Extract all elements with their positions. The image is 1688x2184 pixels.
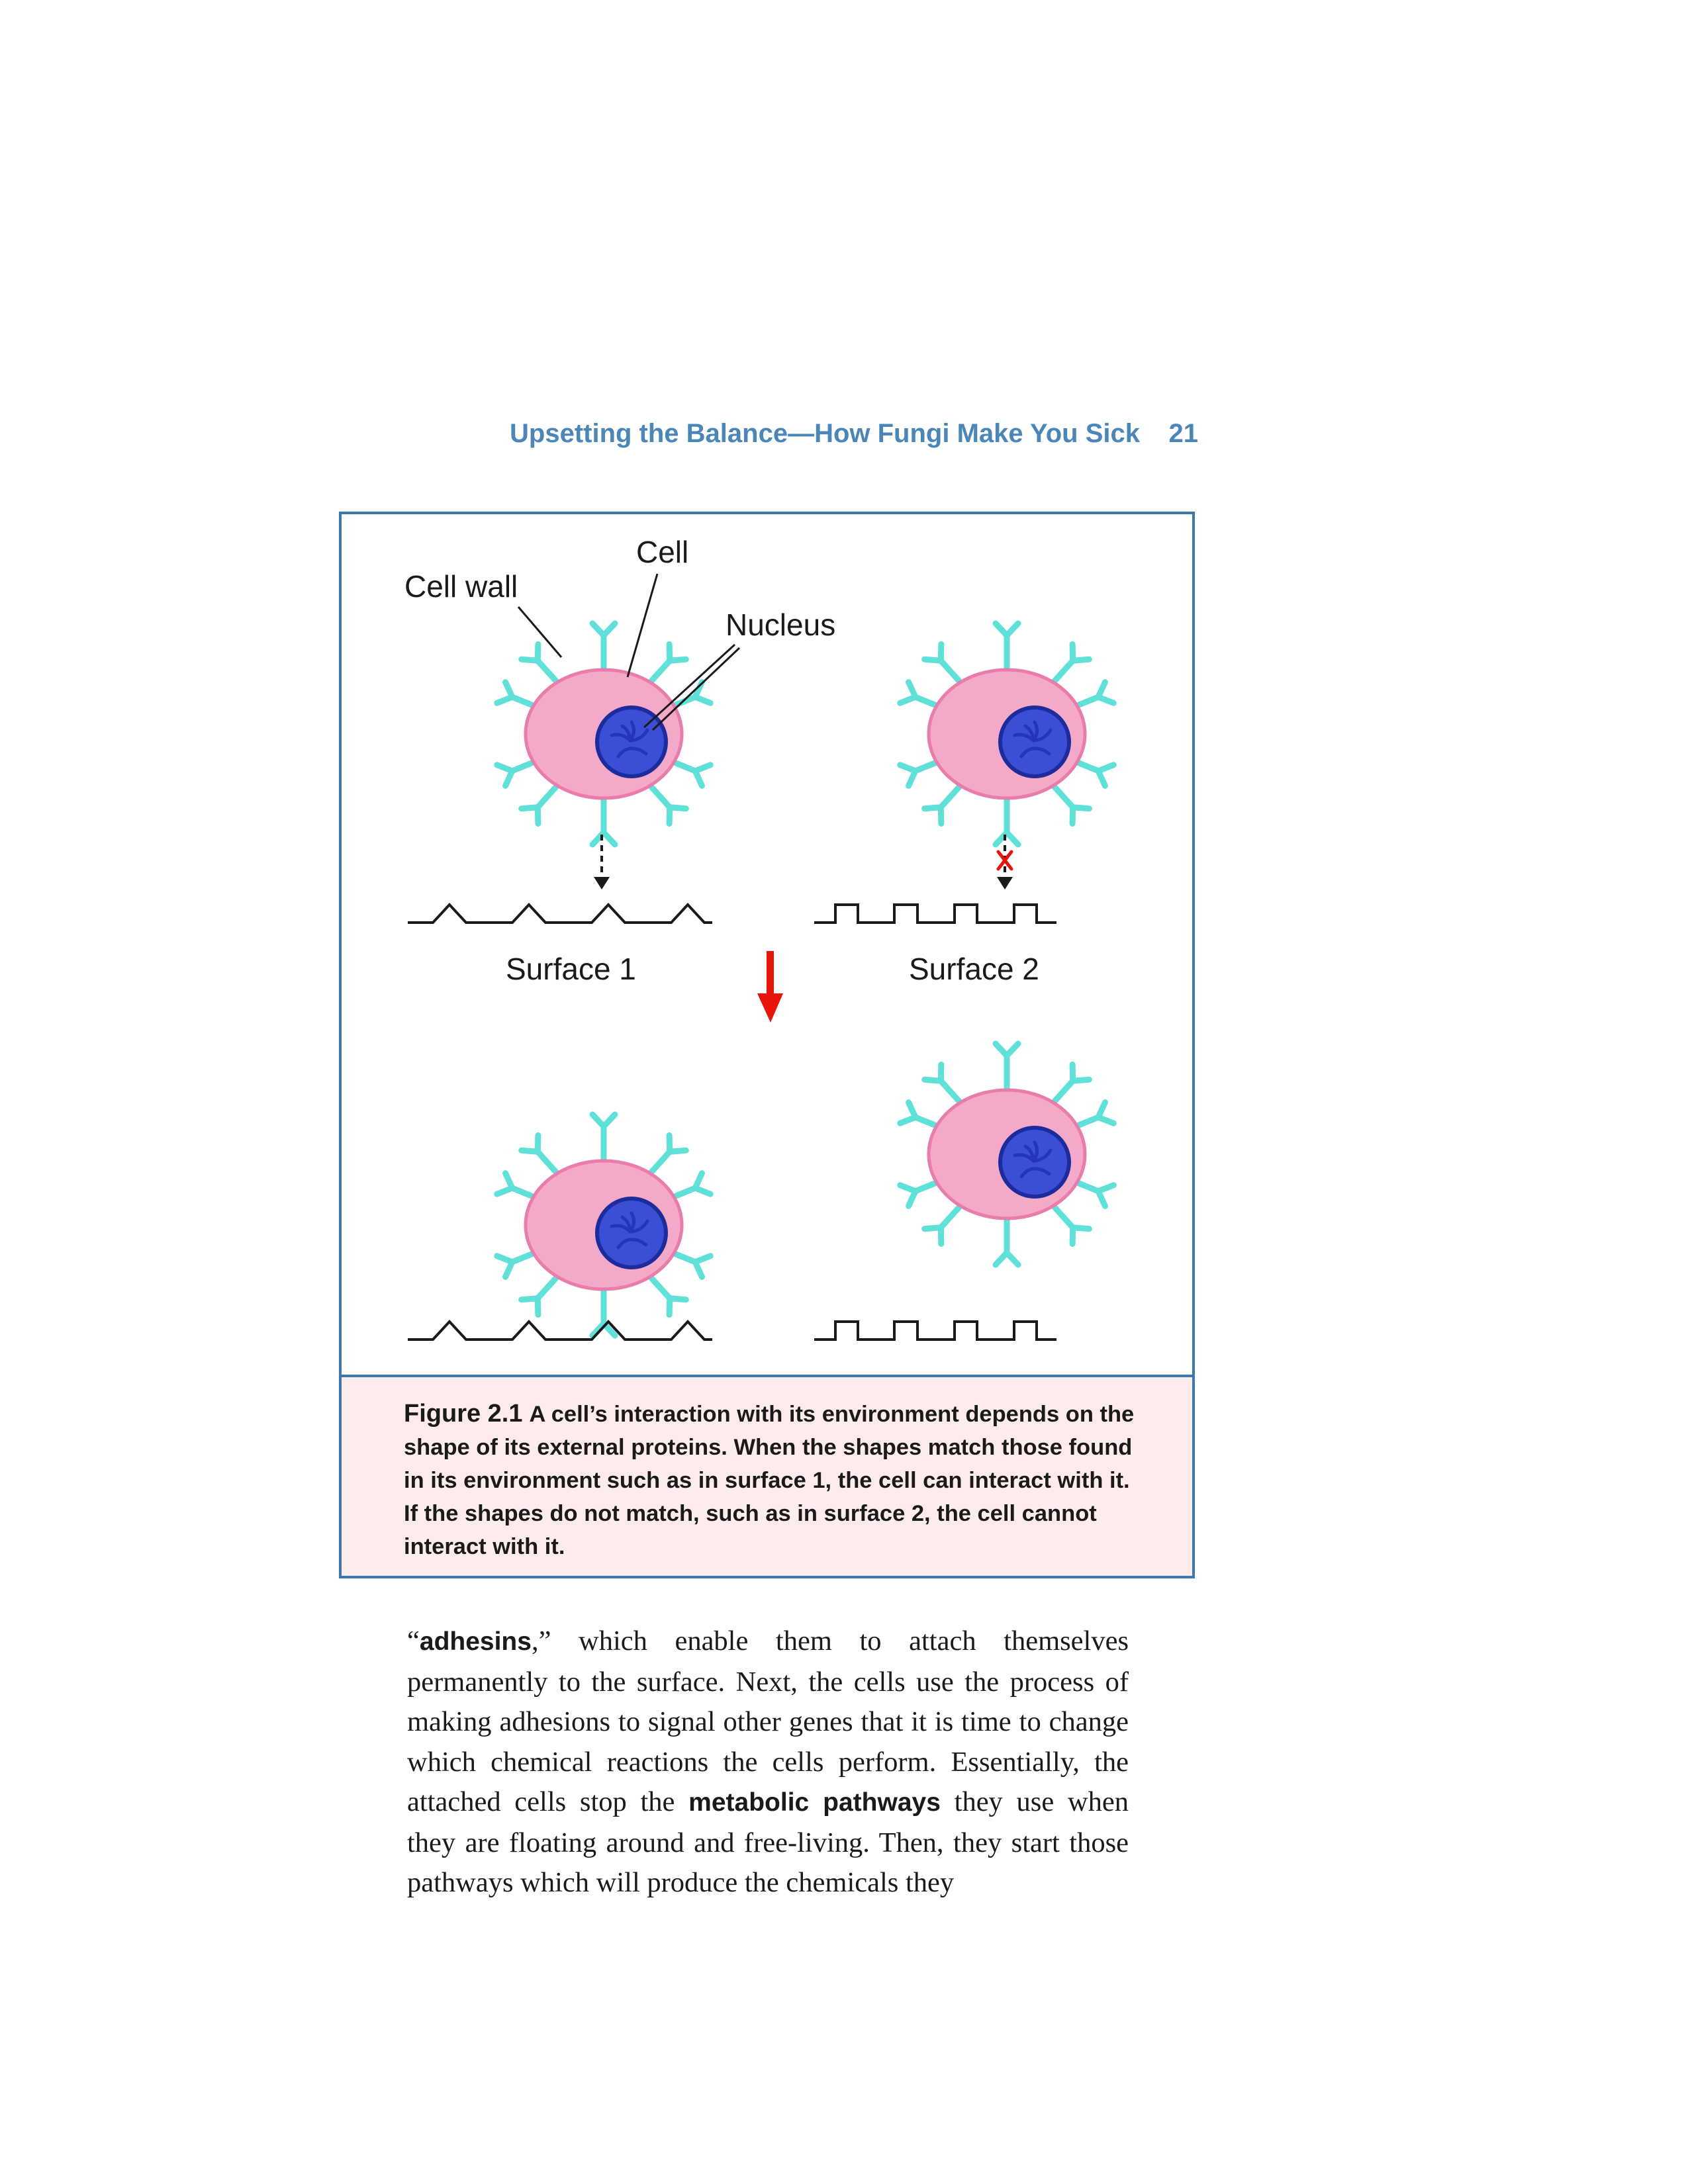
figure-illustration — [342, 514, 1192, 1375]
cell-top-right — [900, 623, 1113, 844]
caption-text: A cell’s interaction with its environment depends on the shape of its external proteins. When the shapes match those found in its environment such as in surface 1, the cell can interact with it. If the shapes do not match, such as in surface 2, the cell cannot interact with it. — [404, 1402, 1135, 1559]
term-metabolic-pathways: metabolic pathways — [688, 1788, 941, 1817]
figure-label: Figure 2.1 — [404, 1400, 523, 1428]
page-number: 21 — [1168, 419, 1198, 448]
label-surface-2: Surface 2 — [909, 952, 1039, 986]
cell-bottom-left-attached — [497, 1115, 710, 1336]
term-adhesins: adhesins — [419, 1627, 532, 1656]
cell-top-left — [497, 623, 710, 844]
label-surface-1: Surface 1 — [506, 952, 636, 986]
figure-2-1 — [339, 512, 1195, 1578]
cell-bottom-right-detached — [900, 1044, 1113, 1265]
process-arrow-icon — [757, 951, 783, 1023]
body-paragraph: “adhesins,” which enable them to attach themselves permanently to the surface. Next, the cells use the process of making adhesions to signal other genes that it is time to change which chemical reactions the cells perform. Essentially, the attached cells stop the metabolic pathways they use when they are floating around and free-living. Then, they start those pathways which will produce the chemicals they — [407, 1625, 1129, 1898]
label-cell: Cell — [636, 535, 689, 569]
surface-2-profile-bottom — [814, 1322, 1056, 1340]
figure-caption — [342, 1375, 1192, 1576]
label-cell-wall: Cell wall — [404, 569, 518, 604]
surface-1-profile — [408, 905, 712, 923]
chapter-title: Upsetting the Balance—How Fungi Make You Sick — [510, 419, 1141, 448]
surface-1-profile-bottom — [408, 1322, 712, 1340]
label-nucleus: Nucleus — [726, 608, 836, 642]
running-head — [510, 419, 1198, 449]
surface-2-profile — [814, 905, 1056, 923]
